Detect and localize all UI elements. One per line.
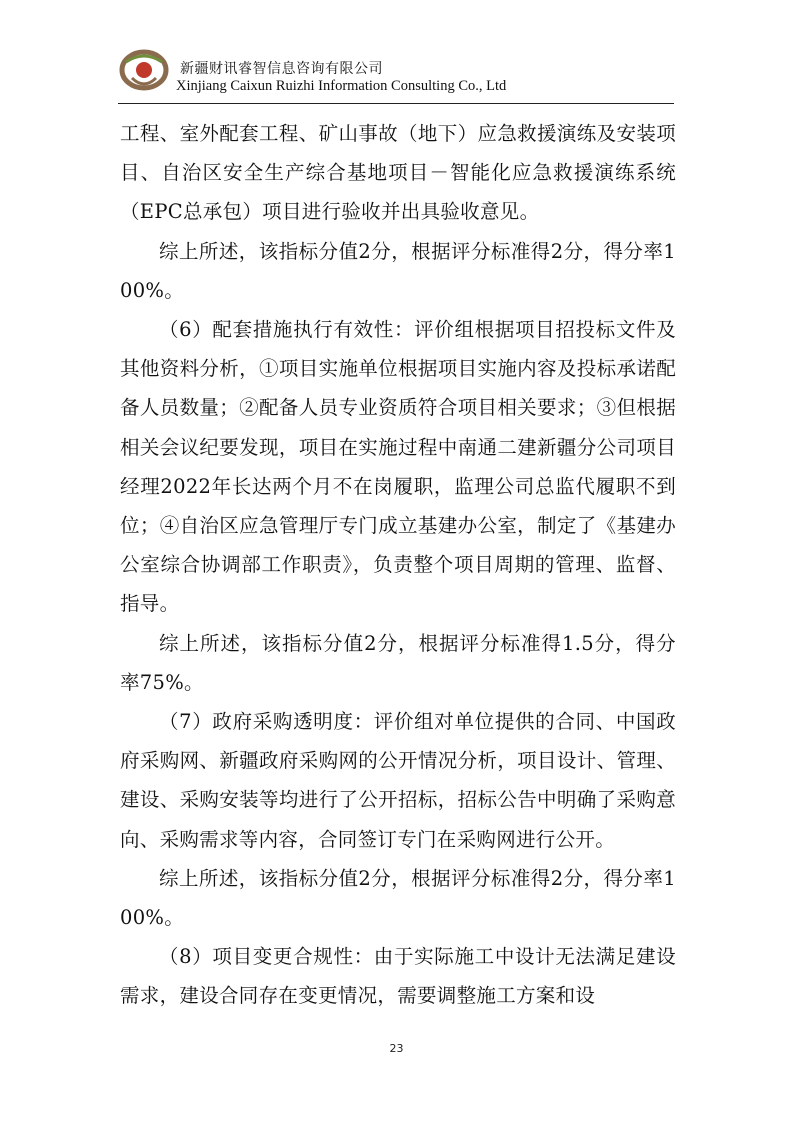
paragraph-item-7: （7）政府采购透明度：评价组对单位提供的合同、中国政府采购网、新疆政府采购网的公开情况分析，项目设计、管理、建设、采购安装等均进行了公开招标，招标公告中明确了采购意向、采购需求等内容，合同签订专门在采购网进行公开。	[120, 710, 676, 851]
paragraph-summary-6: 综上所述，该指标分值2分，根据评分标准得1.5分，得分率75%。	[120, 631, 676, 694]
page-number: 23	[389, 1042, 404, 1055]
company-name-cn: 新疆财讯睿智信息咨询有限公司	[180, 61, 383, 77]
page-header	[118, 44, 674, 102]
company-name-en: Xinjiang Caixun Ruizhi Information Consulting Co., Ltd	[176, 78, 507, 94]
paragraph-continuation: 工程、室外配套工程、矿山事故（地下）应急救援演练及安装项目、自治区安全生产综合基地项目－智能化应急救援演练系统（EPC总承包）项目进行验收并出具验收意见。	[120, 122, 676, 224]
paragraph-item-8: （8）项目变更合规性：由于实际施工中设计无法满足建设需求，建设合同存在变更情况，需要调整施工方案和设	[120, 945, 676, 1008]
header-divider	[118, 103, 674, 104]
company-logo-icon	[118, 48, 170, 92]
document-body	[120, 114, 676, 1016]
paragraph-summary-2: 综上所述，该指标分值2分，根据评分标准得2分，得分率100%。	[120, 239, 676, 302]
paragraph-summary-7: 综上所述，该指标分值2分，根据评分标准得2分，得分率100%。	[120, 866, 676, 930]
paragraph-item-6: （6）配套措施执行有效性：评价组根据项目招投标文件及其他资料分析，①项目实施单位根据项目实施内容及投标承诺配备人员数量；②配备人员专业资质符合项目相关要求；③但根据相关会议纪要发现，项目在实施过程中南通二建新疆分公司项目经理2022年长达两个月不在岗履职，监理公司总监代履职不到位；④自治区应急管理厅专门成立基建办公室，制定了《基建办公室综合协调部工作职责》，负责整个项目周期的管理、监督、指导。	[120, 318, 676, 616]
